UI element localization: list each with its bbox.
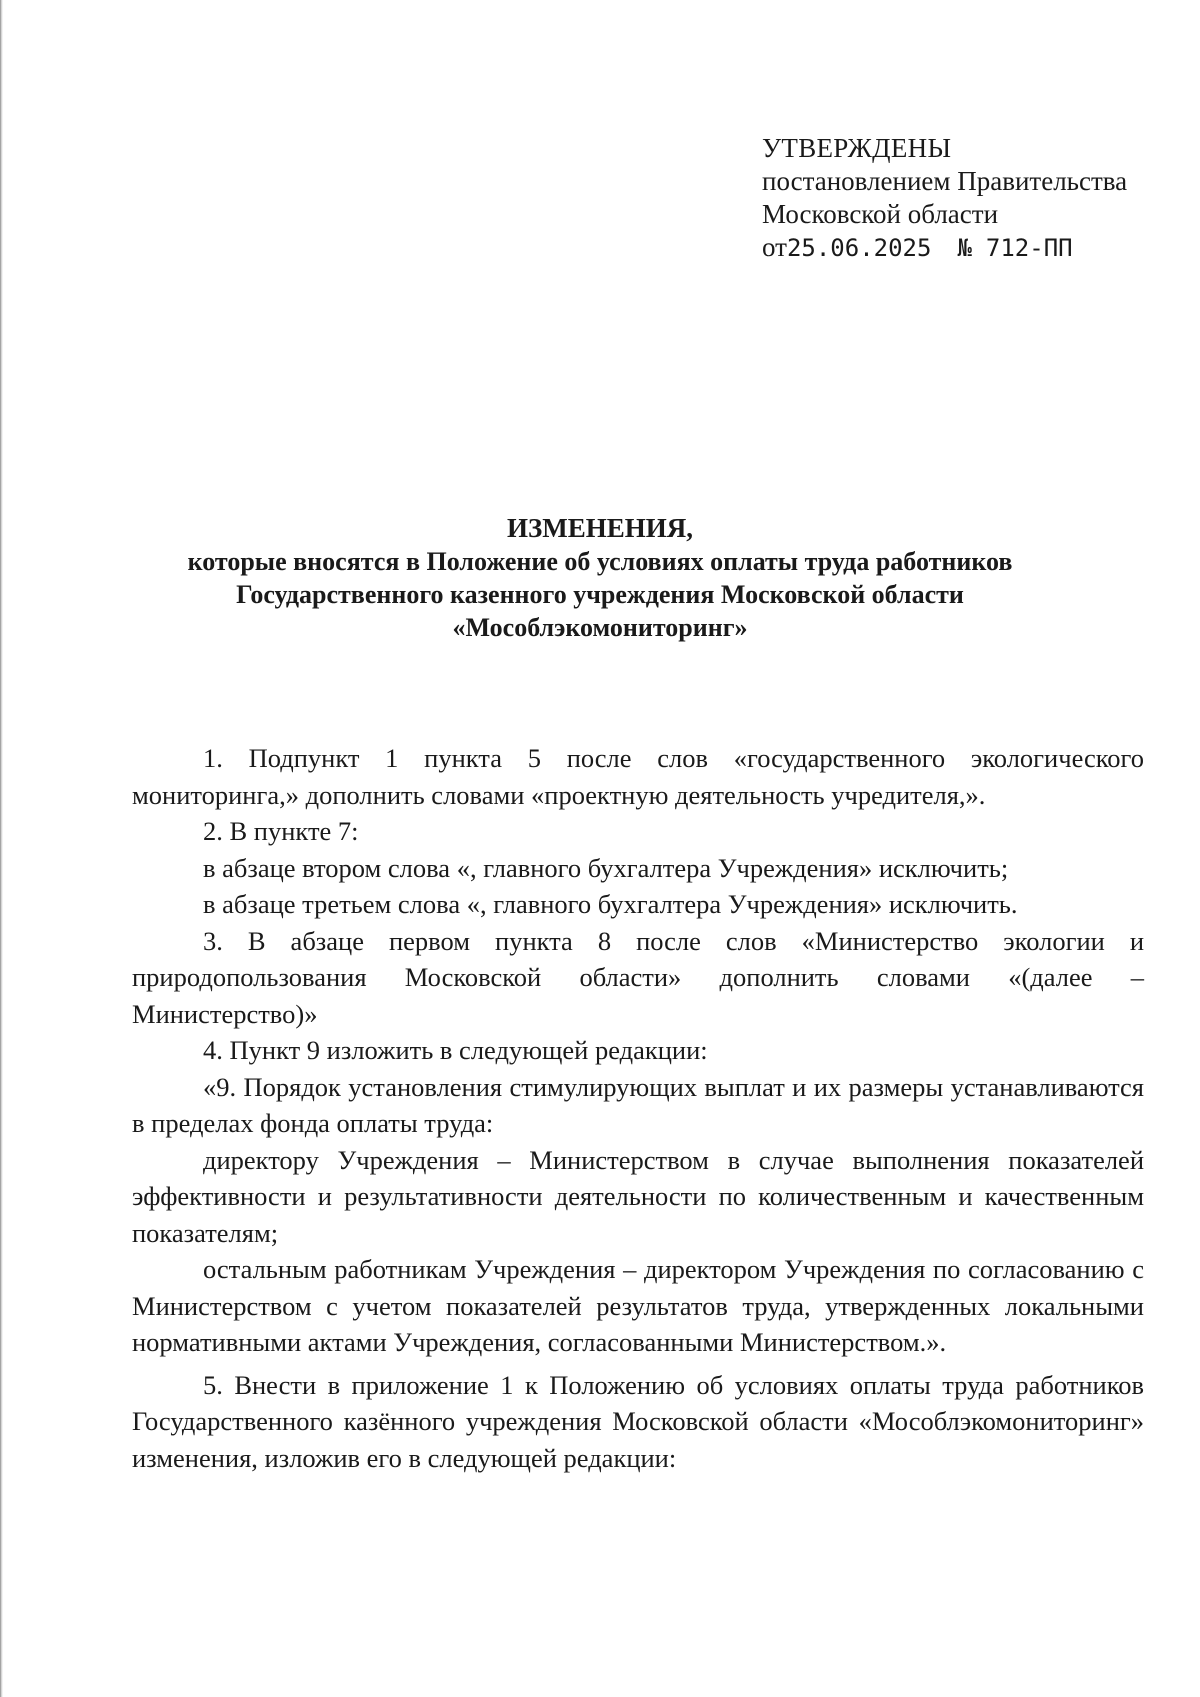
approval-number: 712-ПП [985,234,1073,262]
heading-line-2: Государственного казенного учреждения Московской области [236,580,964,609]
approval-date: 25.06.2025 [786,234,932,262]
paragraph-1: 1. Подпункт 1 пункта 5 после слов «государственного экологического мониторинга,» дополнить словами «проектную деятельность учредителя,». [132,743,1144,810]
number-sign: № [957,234,972,262]
approval-date-line [762,231,1127,265]
approval-block [762,132,1127,265]
scan-edge [0,0,3,1697]
paragraph-5: 3. В абзаце первом пункта 8 после слов «Министерство экологии и природопользования Московской области» дополнить словами «(далее – Министерство)» [132,925,1144,1029]
paragraph-7: «9. Порядок установления стимулирующих выплат и их размеры устанавливаются в пределах фонда оплаты труда: [132,1071,1144,1138]
approval-title: УТВЕРЖДЕНЫ [762,133,952,163]
approval-line-2: Московской области [762,199,999,229]
paragraph-4: в абзаце третьем слова «, главного бухгалтера Учреждения» исключить. [203,889,1018,919]
document-body [132,740,1144,1476]
date-prefix: от [762,232,787,262]
heading-line-1: которые вносятся в Положение об условиях оплаты труда работников [187,547,1013,576]
heading-line-3: «Мособлэкомониторинг» [452,613,748,642]
paragraph-9: остальным работникам Учреждения – директором Учреждения по согласованию с Министерством с учетом показателей результатов труда, утвержденных локальными нормативными актами Учреждения, согласованными Министерством.». [132,1254,1144,1357]
approval-line-1: постановлением Правительства [762,166,1128,196]
paragraph-6: 4. Пункт 9 изложить в следующей редакции: [203,1035,708,1065]
heading-title: ИЗМЕНЕНИЯ, [506,513,693,543]
document-heading [0,512,1200,644]
paragraph-8: директору Учреждения – Министерством в случае выполнения показателей эффективности и результативности деятельности по количественным и качественным показателям; [132,1144,1144,1248]
paragraph-3: в абзаце втором слова «, главного бухгалтера Учреждения» исключить; [203,852,1009,883]
paragraph-2: 2. В пункте 7: [203,816,359,846]
paragraph-10: 5. Внести в приложение 1 к Положению об условиях оплаты труда работников Государственного казённого учреждения Московской области «Мособлэкомониторинг» изменения, изложив его в следующей редакции: [132,1369,1144,1473]
